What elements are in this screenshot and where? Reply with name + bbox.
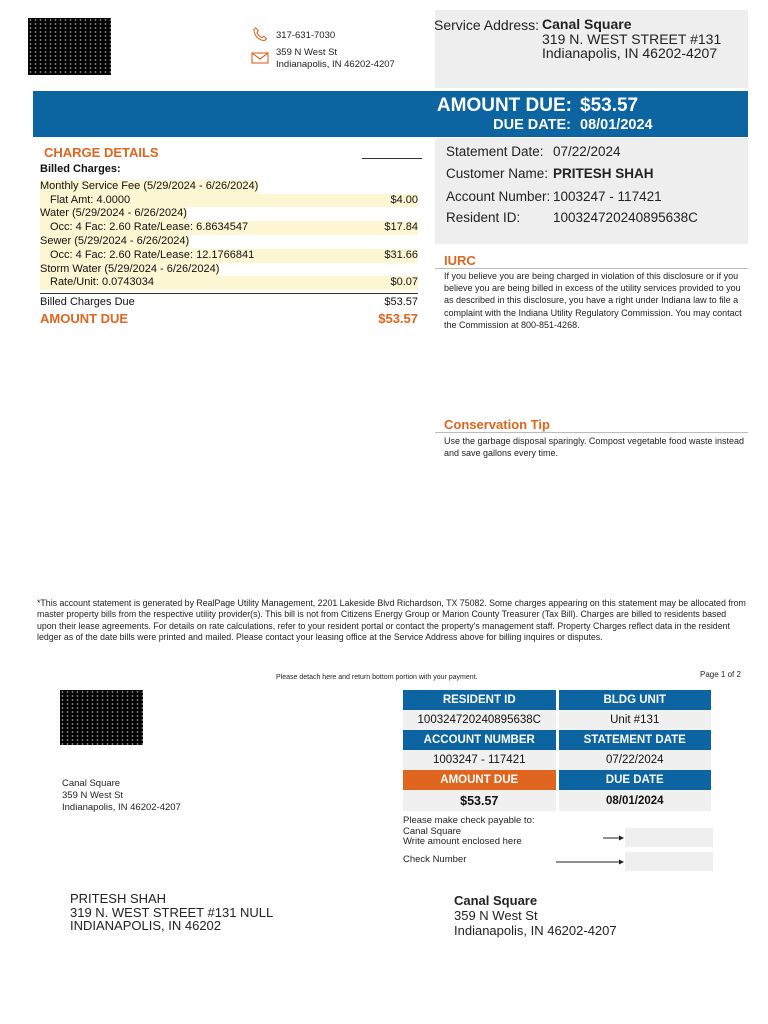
remit-street: 359 N West St [454, 908, 538, 923]
conservation-tip-rule [435, 432, 748, 433]
service-address-label: Service Address: [434, 17, 540, 33]
return-address-city: Indianapolis, IN 46202-4207 [62, 802, 181, 813]
charge-item-detail: Flat Amt: 4.0000 [50, 193, 131, 206]
charge-details-rule [362, 158, 422, 159]
charge-item-amount: $31.66 [384, 248, 418, 261]
remit-address [454, 893, 617, 938]
billed-charges-due-value: $53.57 [384, 296, 418, 309]
service-street: 319 N. WEST STREET #131 [542, 30, 722, 47]
account-number-value: 1003247 - 117421 [553, 189, 662, 204]
payment-coupon-table [403, 690, 711, 812]
due-date-header: DUE DATE [559, 770, 712, 790]
arrow-right-icon [603, 834, 625, 842]
charge-item-name: Monthly Service Fee (5/29/2024 - 6/26/2024) [40, 179, 259, 192]
statement-date-value: 07/22/2024 [553, 144, 621, 159]
charge-item-name: Sewer (5/29/2024 - 6/26/2024) [40, 234, 190, 247]
payable-to-name: Canal Square [403, 825, 462, 837]
return-address [62, 778, 181, 814]
mail-address-line2: Indianapolis, IN 46202-4207 [276, 59, 395, 70]
service-name: Canal Square [542, 16, 632, 32]
customer-name-label: Customer Name: [446, 166, 549, 181]
company-logo [28, 18, 111, 75]
phone-icon [251, 27, 269, 41]
billed-charges-label: Billed Charges: [40, 163, 121, 175]
service-address [542, 17, 721, 61]
charge-item-amount: $0.07 [390, 276, 418, 289]
amount-enclosed-field[interactable] [625, 828, 713, 847]
resident-id-cell: 100324720240895638C [403, 710, 556, 730]
check-number-field[interactable] [625, 852, 713, 871]
charge-details-title: CHARGE DETAILS [44, 145, 159, 160]
amount-due-label: AMOUNT DUE [40, 310, 129, 326]
resident-id-value: 100324720240895638C [553, 210, 698, 225]
table-row [403, 730, 711, 750]
arrow-right-icon [556, 858, 625, 866]
customer-mailing-address [70, 892, 273, 933]
charge-item [40, 249, 418, 263]
charge-item-detail: Rate/Unit: 0.0743034 [50, 276, 154, 289]
due-date-cell: 08/01/2024 [559, 790, 712, 811]
customer-name-value: PRITESH SHAH [553, 166, 654, 181]
mail-icon [251, 51, 269, 65]
payable-to-label: Please make check payable to: [403, 815, 535, 826]
remit-name: Canal Square [454, 893, 538, 908]
charge-details-list [40, 163, 418, 326]
table-row [403, 710, 711, 730]
charge-item-amount: $4.00 [390, 193, 418, 206]
conservation-tip-text: Use the garbage disposal sparingly. Compost vegetable food waste instead and save gallons every time. [444, 436, 745, 459]
iurc-text: If you believe you are being charged in violation of this disclosure or if you believe you are being billed in excess of the utility services provided to you as described in this disclosure, you have a right under Indiana law to file a complaint with the Indiana Utility Regulatory Commission. You may contact the Commission at 800-851-4268. [444, 271, 742, 330]
banner-due-date-label: DUE DATE: [493, 117, 571, 133]
banner-due-date-value: 08/01/2024 [580, 117, 653, 133]
statement-date-label: Statement Date: [446, 144, 544, 159]
customer-mailing-name: PRITESH SHAH [70, 891, 167, 906]
amount-due-value: $53.57 [378, 310, 418, 326]
account-number-header: ACCOUNT NUMBER [403, 730, 556, 750]
table-row [403, 690, 711, 710]
charge-item-amount: $17.84 [384, 221, 418, 234]
phone-number: 317-631-7030 [276, 30, 336, 41]
service-city: Indianapolis, IN 46202-4207 [542, 45, 718, 61]
billed-charges-due-row [40, 293, 418, 310]
detach-instructions: Please detach here and return bottom portion with your payment. [276, 674, 478, 681]
resident-id-label: Resident ID: [446, 210, 521, 225]
banner-amount-due-value: $53.57 [580, 95, 639, 116]
statement-date-cell: 07/22/2024 [559, 750, 712, 770]
account-number-label: Account Number: [446, 189, 551, 204]
charge-item-detail: Occ: 4 Fac: 2.60 Rate/Lease: 6.8634547 [50, 221, 249, 234]
write-amount-label: Write amount enclosed here [403, 836, 522, 847]
bldg-unit-cell: Unit #131 [559, 710, 712, 730]
bldg-unit-header: BLDG UNIT [559, 690, 712, 710]
amount-due-cell: $53.57 [403, 790, 556, 811]
page-number: Page 1 of 2 [700, 670, 741, 679]
resident-id-header: RESIDENT ID [403, 690, 556, 710]
return-address-name: Canal Square [62, 778, 121, 789]
iurc-title: IURC [444, 253, 476, 268]
table-row [403, 790, 711, 811]
company-logo [60, 690, 143, 745]
charge-item [40, 276, 418, 290]
charge-item [40, 221, 418, 235]
amount-due-header: AMOUNT DUE [403, 770, 556, 790]
check-number-label: Check Number [403, 854, 467, 865]
charge-item-name: Storm Water (5/29/2024 - 6/26/2024) [40, 262, 220, 275]
mail-address-line1: 359 N West St [276, 47, 338, 58]
amount-due-row [40, 312, 418, 326]
iurc-rule [435, 268, 748, 269]
billed-charges-due-label: Billed Charges Due [40, 296, 135, 309]
conservation-tip-title: Conservation Tip [444, 417, 550, 432]
statement-date-header: STATEMENT DATE [559, 730, 712, 750]
charge-item-detail: Occ: 4 Fac: 2.60 Rate/Lease: 12.1766841 [50, 248, 255, 261]
charge-item-name: Water (5/29/2024 - 6/26/2024) [40, 207, 187, 220]
customer-mailing-street: 319 N. WEST STREET #131 NULL [70, 904, 274, 920]
return-address-street: 359 N West St [62, 790, 124, 801]
payable-to-block [403, 816, 535, 848]
table-row [403, 750, 711, 770]
remit-city: Indianapolis, IN 46202-4207 [454, 923, 617, 938]
table-row [403, 770, 711, 790]
banner-amount-due-label: AMOUNT DUE: [436, 95, 572, 116]
disclaimer-text: *This account statement is generated by RealPage Utility Management, 2201 Lakeside Blvd Richardson, TX 75082. Some charges appearing on this statement may be allocated from master property bills from the respective utility provider(s). This bill is not from Citizens Energy Group or Marion County Treasurer (Tax Bill). Charges are billed to residents based upon their lease agreements. For details on rate calculations, refer to your resident portal or contact the property's management staff. Property Charges reflect data in the resident ledger as of the date bills were printed and mailed. Please contact your leasing office at the Service Address above for billing inquires or disputes. [37, 598, 746, 643]
customer-mailing-city: INDIANAPOLIS, IN 46202 [70, 918, 222, 933]
charge-item [40, 194, 418, 208]
account-number-cell: 1003247 - 117421 [403, 750, 556, 770]
